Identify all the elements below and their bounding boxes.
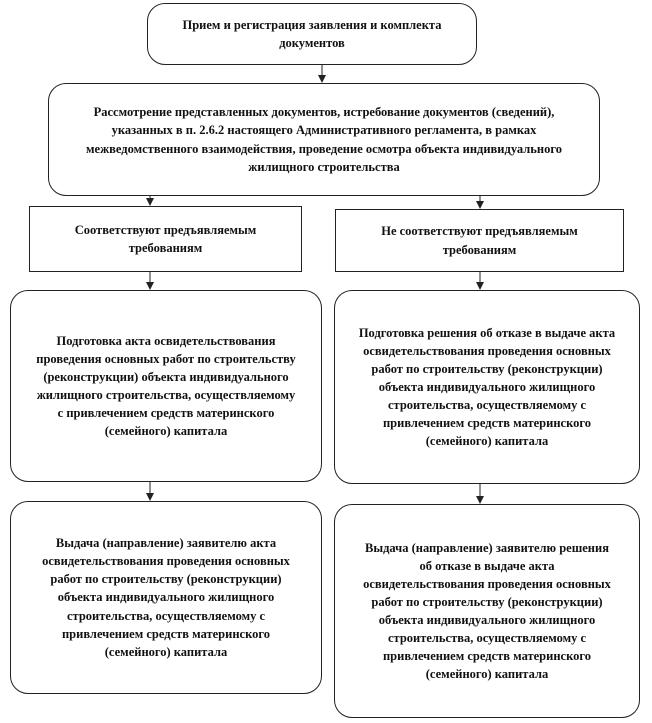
prepare-act-box — [10, 290, 322, 482]
prepare-refusal-text: Подготовка решения об отказе в выдаче акта освидетельствования проведения основных работ по строительству (реконструкции) объекта индивидуального жилищного строительства, осуществляемому с привлечением средств материнского (семейного) капитала — [358, 325, 616, 449]
step-review-text: Рассмотрение представленных документов, истребование документов (сведений), указанных в п. 2.6.2 настоящего Административного регламента, в рамках межведомственного взаимодействия, проведение осмотра объекта индивидуального жилищного строительства — [86, 105, 562, 174]
issue-refusal-text: Выдача (направление) заявителю решения об отказе в выдаче акта освидетельствования проведения основных работ по строительству (реконструкции) объекта индивидуального жилищного строительства, осуществляемому с привлечением средств материнского (семейного) капитала — [363, 540, 611, 682]
prepare-act-text: Подготовка акта освидетельствования проведения основных работ по строительству (реконструкции) объекта индивидуального жилищного строительства, осуществляемому с привлечением средств материнского (семейного) капитала — [36, 333, 296, 439]
step-receive-box — [147, 3, 477, 65]
step-receive-text: Прием и регистрация заявления и комплекта документов — [182, 17, 442, 50]
branch-nomatch-text: Не соответствуют предъявляемым требованиям — [381, 224, 578, 257]
branch-match-text: Соответствуют предъявляемым требованиям — [74, 222, 257, 255]
prepare-refusal-box — [334, 290, 640, 484]
branch-nomatch-box — [335, 209, 624, 272]
issue-act-text: Выдача (направление) заявителю акта освидетельствования проведения основных работ по строительству (реконструкции) объекта индивидуального жилищного строительства, осуществляемому с привлечением средств материнского (семейного) капитала — [42, 536, 290, 659]
issue-act-box — [10, 501, 322, 694]
branch-match-box — [29, 206, 302, 272]
issue-refusal-box — [334, 504, 640, 718]
step-review-box — [48, 83, 600, 196]
